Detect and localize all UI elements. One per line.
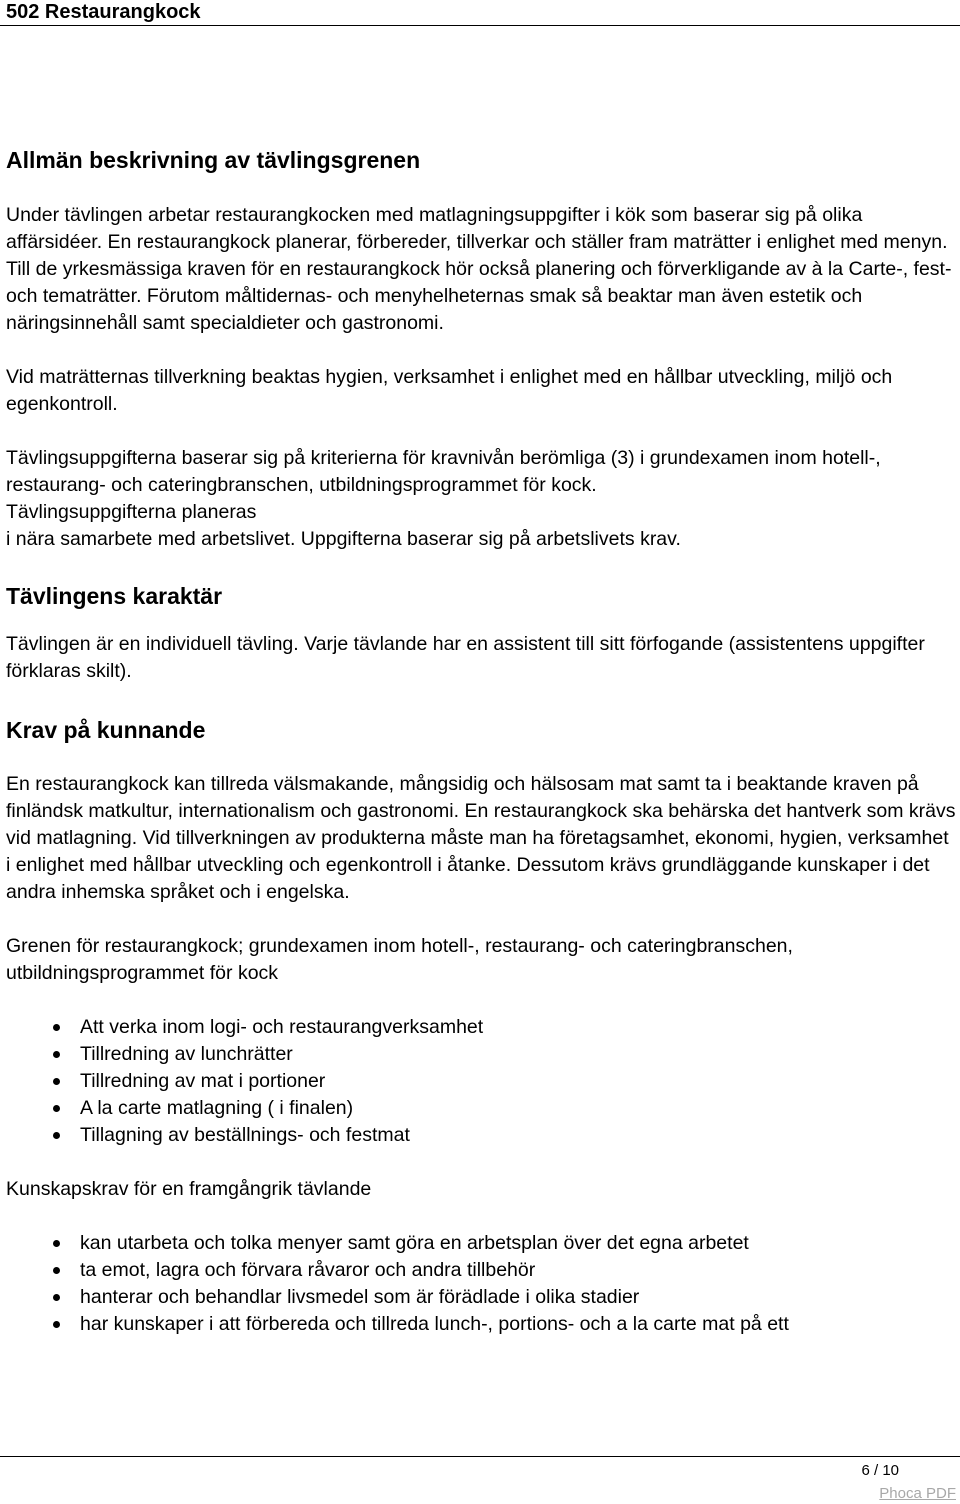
- list-item: A la carte matlagning ( i finalen): [80, 1095, 956, 1122]
- paragraph-branch: Grenen för restaurangkock; grundexamen inom hotell-, restaurang- och cateringbranschen, utbildningsprogrammet för kock: [6, 935, 793, 984]
- bullet-icon: [53, 1132, 60, 1139]
- paragraph-hygiene: Vid maträtternas tillverkning beaktas hygien, verksamhet i enlighet med en hållbar utveckling, miljö och egenkontroll.: [6, 366, 893, 415]
- bullet-icon: [53, 1051, 60, 1058]
- section-heading-skills: Krav på kunnande: [6, 717, 206, 743]
- bullet-icon: [53, 1240, 60, 1247]
- list-item: ta emot, lagra och förvara råvaror och andra tillbehör: [80, 1257, 956, 1284]
- section-heading-general: Allmän beskrivning av tävlingsgrenen: [6, 147, 421, 173]
- bullet-icon: [53, 1321, 60, 1328]
- title-divider: [0, 25, 960, 26]
- paragraph-skills: En restaurangkock kan tillreda välsmakande, mångsidig och hälsosam mat samt ta i beaktande kraven på finländsk matkultur, internationalism och gastronomi. En restaurangkock ska behärska det hantverk som krävs vid matlagning. Vid tillverkningen av produkterna måste man ha företagsamhet, ekonomi, hygien, verksamhet i enlighet med hållbar utveckling och egenkontroll i åtanke. Dessutom krävs grundläggande kunskaper i det andra inhemska språket och i engelska.: [6, 773, 956, 903]
- page-title: 502 Restaurangkock: [6, 1, 201, 23]
- knowledge-requirements-list: [6, 1230, 956, 1338]
- paragraph-knowledge-requirements: Kunskapskrav för en framgångrik tävlande: [6, 1178, 372, 1200]
- bullet-icon: [53, 1105, 60, 1112]
- phoca-pdf-link[interactable]: Phoca PDF: [879, 1485, 956, 1502]
- list-item: Tillagning av beställnings- och festmat: [80, 1122, 956, 1149]
- document-body: [6, 145, 956, 1338]
- list-item: Tillredning av lunchrätter: [80, 1041, 956, 1068]
- bullet-icon: [53, 1294, 60, 1301]
- paragraph-criteria-cooperation: i nära samarbete med arbetslivet. Uppgifterna baserar sig på arbetslivets krav.: [6, 528, 681, 550]
- paragraph-character: Tävlingen är en individuell tävling. Varje tävlande har en assistent till sitt förfogande (assistentens uppgifter förklaras skilt).: [6, 633, 925, 682]
- list-item: Tillredning av mat i portioner: [80, 1068, 956, 1095]
- list-item: kan utarbeta och tolka menyer samt göra en arbetsplan över det egna arbetet: [80, 1230, 956, 1257]
- section-heading-character: Tävlingens karaktär: [6, 583, 223, 609]
- list-item: Att verka inom logi- och restaurangverksamhet: [80, 1014, 956, 1041]
- list-item: hanterar och behandlar livsmedel som är förädlade i olika stadier: [80, 1284, 956, 1311]
- footer-divider: [0, 1456, 960, 1457]
- paragraph-criteria-planning: Tävlingsuppgifterna planeras: [6, 501, 257, 523]
- bullet-icon: [53, 1078, 60, 1085]
- bullet-icon: [53, 1024, 60, 1031]
- paragraph-general-description: Under tävlingen arbetar restaurangkocken med matlagningsuppgifter i kök som baserar sig på olika affärsidéer. En restaurangkock planerar, förbereder, tillverkar och ställer fram maträtter i enlighet med menyn. Till de yrkesmässiga kraven för en restaurangkock hör också planering och förverkligande av à la Carte-, fest- och tematrätter. Förutom måltidernas- och menyhelheternas smak så beaktar man även estetik och näringsinnehåll samt specialdieter och gastronomi.: [6, 204, 952, 334]
- list-item: har kunskaper i att förbereda och tillreda lunch-, portions- och a la carte mat på ett: [80, 1311, 956, 1338]
- bullet-icon: [53, 1267, 60, 1274]
- paragraph-criteria: Tävlingsuppgifterna baserar sig på kriterierna för kravnivån berömliga (3) i grundexamen inom hotell-, restaurang- och cateringbranschen, utbildningsprogrammet för kock.: [6, 447, 881, 496]
- branch-task-list: [6, 1014, 956, 1149]
- page-number: 6 / 10: [861, 1462, 899, 1479]
